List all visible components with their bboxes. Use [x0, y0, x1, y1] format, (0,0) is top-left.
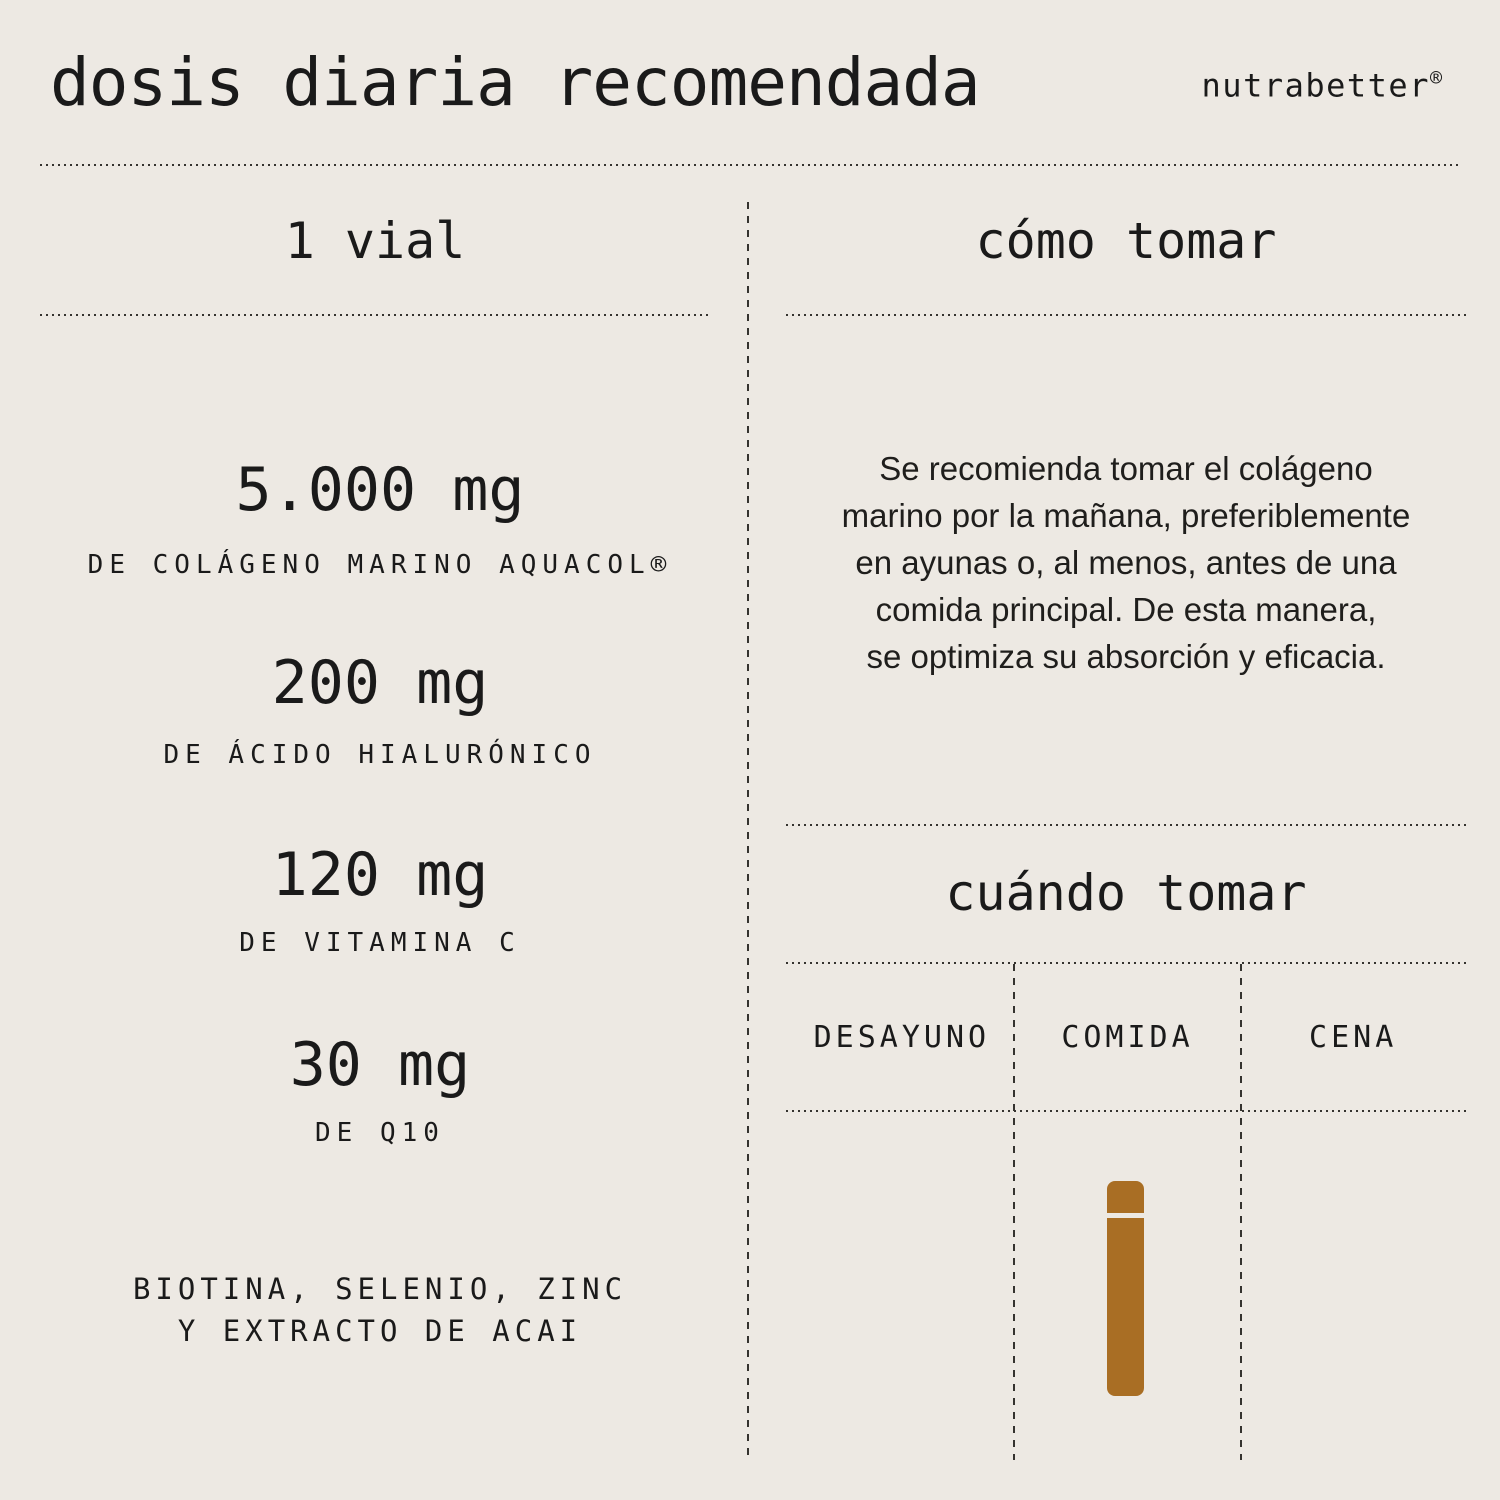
extra-ingredients: [40, 1268, 720, 1352]
dose-label-vitamin-c: DE VITAMINA C: [239, 928, 521, 958]
divider-top: [40, 164, 1460, 166]
how-text-line-3: en ayunas o, al menos, antes de una: [855, 544, 1397, 581]
dose-amount-vitamin-c: 120 mg: [271, 840, 489, 910]
meal-column-comida: COMIDA: [1061, 1019, 1194, 1055]
dose-amount-q10: 30 mg: [289, 1030, 471, 1100]
divider-right-header: [786, 314, 1466, 316]
left-section-title: 1 vial: [284, 212, 466, 270]
vial-icon: [1107, 1181, 1144, 1396]
extra-ingredients-line-2: Y EXTRACTO DE ACAI: [177, 1314, 583, 1348]
meal-table-header: [789, 964, 1466, 1110]
how-text-line-1: Se recomienda tomar el colágeno: [879, 450, 1373, 487]
dose-label-q10: DE Q10: [315, 1118, 445, 1148]
when-to-take-title: cuándo tomar: [945, 864, 1307, 922]
meal-column-desayuno: DESAYUNO: [813, 1019, 991, 1055]
how-to-take-title: cómo tomar: [975, 212, 1277, 270]
divider-when-top: [786, 824, 1466, 826]
brand-logo: [1202, 66, 1442, 105]
dose-amount-collagen: 5.000 mg: [235, 455, 525, 525]
how-text-line-4: comida principal. De esta manera,: [875, 591, 1377, 628]
how-text-line-5: se optimiza su absorción y eficacia.: [866, 638, 1386, 675]
brand-name: nutrabetter: [1201, 66, 1430, 105]
brand-trademark-icon: ®: [1429, 66, 1442, 90]
dose-amount-hyaluronic: 200 mg: [271, 648, 489, 718]
divider-table-col-1: [1013, 964, 1015, 1460]
divider-center-vertical: [747, 202, 749, 1460]
extra-ingredients-line-1: BIOTINA, SELENIO, ZINC: [132, 1272, 628, 1306]
how-to-take-text: [786, 445, 1466, 680]
dose-label-hyaluronic: DE ÁCIDO HIALURÓNICO: [163, 740, 597, 770]
vial-cap-divider: [1107, 1213, 1144, 1218]
how-text-line-2: marino por la mañana, preferiblemente: [841, 497, 1411, 534]
dose-label-collagen: DE COLÁGENO MARINO AQUACOL®: [87, 550, 673, 580]
divider-table-col-2: [1240, 964, 1242, 1460]
meal-column-cena: CENA: [1309, 1019, 1398, 1055]
divider-table-bottom: [786, 1110, 1466, 1112]
divider-left-header: [40, 314, 710, 316]
page-title: dosis diaria recomendada: [50, 44, 980, 121]
